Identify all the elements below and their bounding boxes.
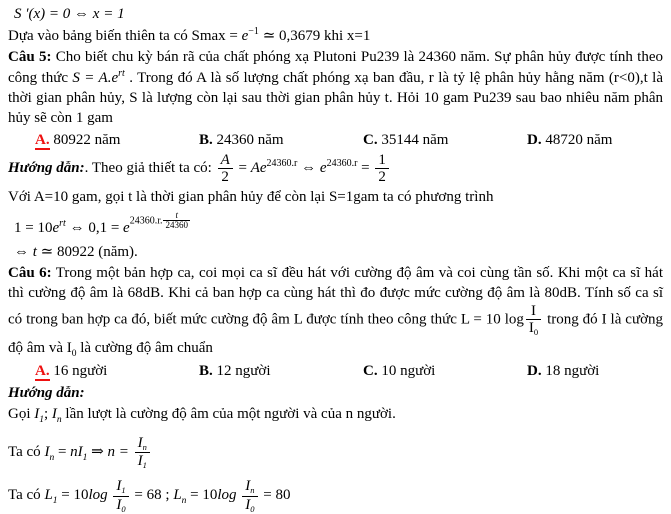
solution-heading: Hướng dẫn: — [8, 385, 85, 402]
option-c — [363, 132, 527, 149]
equals-80: = 80 — [259, 487, 291, 504]
subscript: 0 — [71, 348, 77, 359]
equals: = — [54, 444, 71, 461]
denominator — [526, 320, 541, 337]
option-text: 12 người — [216, 363, 271, 380]
den-base: I — [137, 453, 143, 470]
solution-q5-step: Với A=10 gam, gọi t là thời gian phân hủy để còn lại S=1gam ta có phương trình — [8, 188, 494, 205]
var-l1: L — [44, 487, 53, 504]
numerator — [113, 478, 128, 496]
equals-10: = 10 — [57, 487, 89, 504]
solution-q5-equation — [14, 209, 663, 240]
question-5-paragraph — [8, 47, 663, 128]
given-post: lần lượt là cường độ âm của một người và của n người. — [61, 406, 396, 423]
solution-q6-equation-2 — [8, 478, 663, 513]
question-6-text-1: Trong một bản hợp ca, coi mọi ca sĩ đều hát với cường độ âm và coi cùng tần số. Khi một ca sĩ hát thì cường độ âm là 68dB. Khi cả ban hợp ca cùng hát thì đo được mức cường độ âm là 80dB. Tính số ca sĩ có trong ban hợp ca đó, biết mức cường độ âm L được tính theo công thức — [8, 265, 663, 328]
solution-intro-text: . Theo giả thiết ta có: — [84, 159, 216, 176]
subscript: 1 — [52, 496, 58, 507]
option-letter: D. — [527, 363, 542, 380]
denominator — [242, 497, 257, 514]
decay-formula: S = A.e — [72, 70, 119, 87]
den-base: I — [116, 496, 122, 513]
var-ae: Ae — [250, 159, 267, 176]
option-a — [35, 363, 199, 380]
subscript: n — [250, 485, 255, 496]
exponent: rt — [59, 218, 66, 230]
option-d — [527, 363, 599, 380]
numerator: 1 — [375, 152, 389, 169]
loudness-formula: L = 10 log — [460, 311, 524, 328]
separator: ; — [44, 406, 52, 423]
fraction-1-2 — [373, 152, 391, 185]
question-5-text-1: Cho biết chu kỳ bán rã của chất phóng xạ Plutoni Pu239 là 24360 năm. Sự phân hủy được tính theo công thức — [8, 49, 663, 87]
eq-pre: Ta có — [8, 444, 45, 461]
option-letter: A. — [35, 363, 50, 380]
denominator: 24360 — [165, 220, 188, 231]
den-base: I — [245, 496, 251, 513]
solution-q5-intro — [8, 152, 663, 185]
option-text: 24360 năm — [216, 131, 284, 148]
euler-e: e — [241, 28, 249, 45]
smax-value: ≃ 0,3679 khi x=1 — [258, 28, 371, 45]
question-5-text-2: . Trong đó A là số lượng chất phóng xạ ban đầu, r là tỷ lệ phân hủy hằng năm (r<0),t là thời gian phân hủy, S là lượng còn lại sau thời gian phân hủy t. Hỏi 10 gam Pu239 sau bao nhiêu năm phân hủy sẽ còn 1 gam — [8, 70, 663, 127]
fraction-in-i0 — [240, 478, 259, 513]
exponent: 24360.r — [326, 157, 358, 169]
option-text: 16 người — [53, 363, 108, 380]
var-t: t — [32, 243, 37, 260]
fraction-in-i1 — [133, 435, 152, 470]
solution-q6-given-line — [8, 404, 663, 427]
option-letter: D. — [527, 131, 542, 148]
subscript: 0 — [121, 503, 126, 514]
log-function: log — [88, 487, 108, 504]
exponent-block — [130, 211, 191, 231]
equals-10: = 10 — [186, 487, 218, 504]
denominator: 2 — [221, 168, 229, 185]
eq-left: 1 = 10 — [14, 220, 53, 237]
option-text: 18 người — [545, 363, 600, 380]
subscript: 1 — [142, 460, 147, 471]
option-letter: C. — [363, 131, 378, 148]
question-6-text-2: trong đó I là cường độ âm và — [8, 311, 664, 356]
euler-e: e — [123, 220, 130, 237]
solution-q5-result — [14, 242, 663, 262]
i0-base: I — [66, 339, 72, 356]
log-function: log — [217, 487, 237, 504]
solution-q6-equation-1 — [8, 435, 663, 470]
numerator: t — [163, 211, 190, 222]
subscript: n — [142, 442, 147, 453]
question-6-label: Câu 6: — [8, 265, 52, 282]
iff: ⇔ — [297, 159, 320, 176]
question-5-label: Câu 5: — [8, 49, 52, 66]
var-ni1: nI — [70, 444, 83, 461]
euler-e: e — [52, 220, 60, 237]
option-a — [35, 132, 199, 149]
var-i1: I — [34, 406, 40, 423]
solution-heading: Hướng dẫn: — [8, 159, 85, 176]
option-text: 10 người — [381, 363, 436, 380]
numerator: I — [526, 303, 541, 320]
den-base: I — [528, 320, 534, 337]
option-letter: A. — [35, 131, 50, 148]
formula-s-prime-line: S ′(x) = 0 ⇔ x = 1 — [14, 6, 125, 22]
subscript: 1 — [121, 485, 126, 496]
option-text: 48720 năm — [545, 131, 613, 148]
exponent: rt — [118, 68, 125, 80]
option-b — [199, 363, 363, 380]
denominator — [135, 453, 150, 470]
option-letter: C. — [363, 363, 378, 380]
num-base: I — [137, 435, 143, 452]
subscript: 0 — [533, 327, 539, 338]
smax-line — [8, 25, 663, 46]
eq-pre: Ta có — [8, 487, 45, 504]
num-base: I — [116, 478, 122, 495]
option-d — [527, 132, 612, 149]
option-letter: B. — [199, 131, 213, 148]
var-in: I — [44, 444, 50, 461]
answer-options-q6 — [35, 363, 663, 380]
subscript: 1 — [39, 415, 44, 426]
subscript: n — [49, 453, 55, 464]
subscript: 1 — [82, 453, 88, 464]
fraction-i1-i0 — [111, 478, 130, 513]
exponent-fraction — [162, 211, 191, 231]
numerator — [242, 478, 257, 496]
option-c — [363, 363, 527, 380]
implies: ⇒ — [87, 444, 108, 461]
subscript: n — [56, 415, 62, 426]
denominator — [113, 497, 128, 514]
option-text: 35144 năm — [381, 131, 449, 148]
result-value: ≃ 80922 (năm). — [36, 243, 138, 260]
denominator: 2 — [378, 168, 386, 185]
var-ln: L — [173, 487, 182, 504]
equals: = — [234, 159, 251, 176]
numerator — [135, 435, 150, 453]
exponent: −1 — [248, 26, 259, 38]
var-n: n = — [107, 444, 133, 461]
given-pre: Gọi — [8, 406, 35, 423]
var-in: I — [51, 406, 57, 423]
answer-options-q5 — [35, 132, 663, 149]
exponent-text: 24360.r. — [129, 215, 163, 227]
fraction-a-2 — [216, 152, 235, 185]
question-6-text-3: là cường độ âm chuẩn — [76, 339, 213, 356]
exponent: 24360.r — [266, 157, 298, 169]
smax-text: Dựa vào bảng biến thiên ta có Smax = — [8, 28, 242, 45]
question-6-paragraph — [8, 263, 663, 360]
iff: ⇔ — [14, 243, 33, 260]
numerator: A — [218, 152, 233, 169]
option-letter: B. — [199, 363, 213, 380]
subscript: n — [181, 496, 187, 507]
equals-68: = 68 ; — [130, 487, 174, 504]
fraction-i-i0 — [524, 303, 543, 337]
num-base: I — [245, 478, 251, 495]
option-text: 80922 năm — [53, 131, 121, 148]
equals: = — [357, 159, 374, 176]
eq-mid: ⇔ 0,1 = — [65, 220, 124, 237]
euler-e: e — [319, 159, 327, 176]
option-b — [199, 132, 363, 149]
subscript: 0 — [250, 503, 255, 514]
solution-q6-heading-line — [8, 383, 663, 403]
